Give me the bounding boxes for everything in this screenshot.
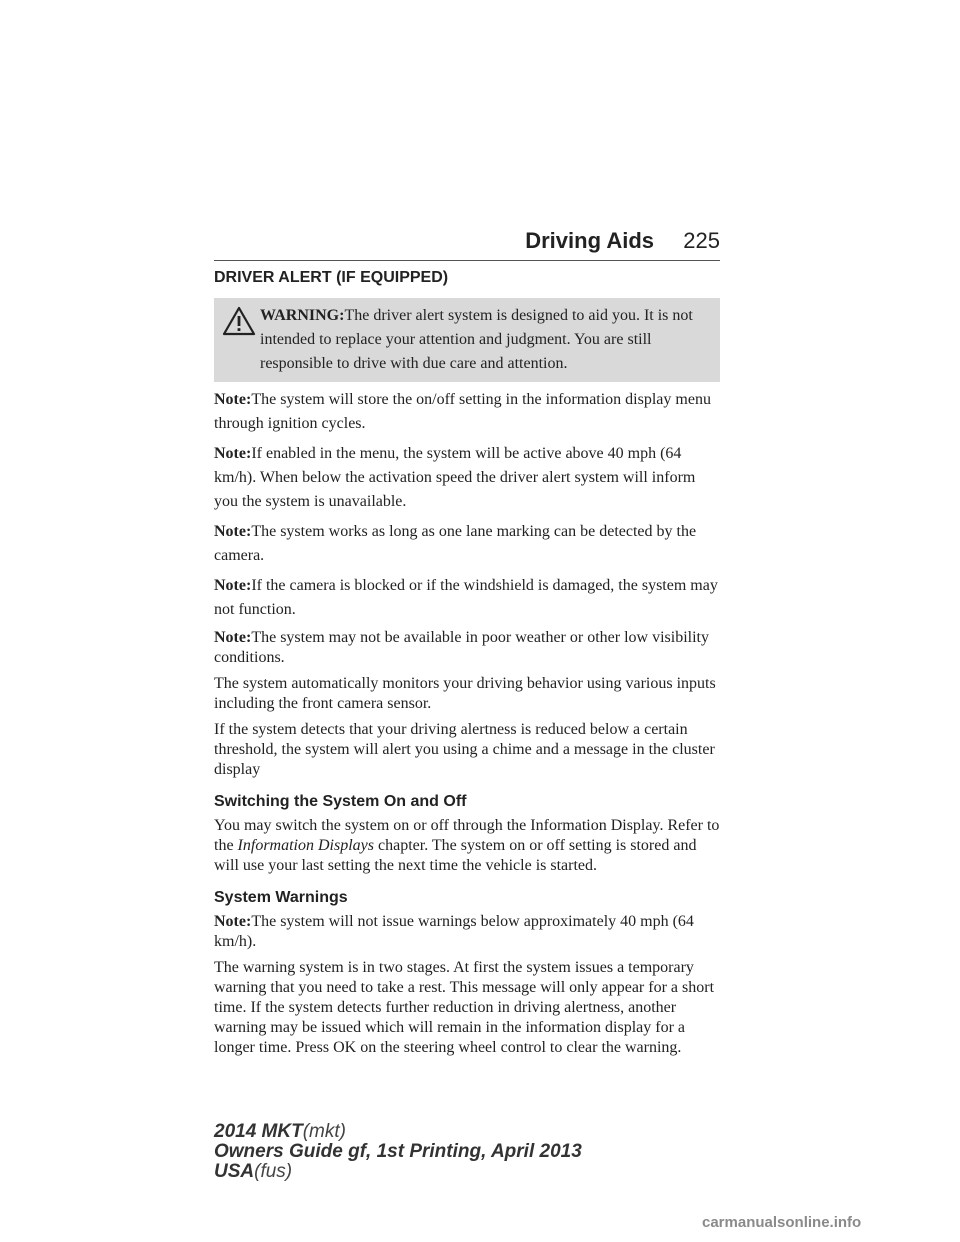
warning-text: The driver alert system is designed to aid you. It is not intended to replace your attention and judgment. You are still responsible to drive with due care and attention. [260,307,693,372]
switching-text-before: You may switch the system on or off through the Information Display. Refer to the [214,817,720,854]
warning-label: WARNING: [260,307,345,324]
note [214,912,720,952]
note-text: If enabled in the menu, the system will be active above 40 mph (64 km/h). When below the activation speed the driver alert system will inform you the system is unavailable. [214,445,696,510]
footer-line-1 [214,1122,720,1142]
note-label: Note: [214,523,252,540]
page-number: 225 [683,228,720,253]
note [214,574,720,622]
note-label: Note: [214,913,252,930]
note-label: Note: [214,629,252,646]
footer-market-code: (fus) [254,1161,293,1182]
note-label: Note: [214,445,252,462]
page-footer [214,1122,720,1182]
page-header [214,226,720,261]
note [214,520,720,568]
switching-title: Switching the System On and Off [214,793,467,810]
note-text: The system may not be available in poor weather or other low visibility conditions. [214,629,709,666]
chapter-title: Driving Aids [525,228,654,253]
footer-market: USA [214,1161,255,1182]
note-text: The system will not issue warnings below approximately 40 mph (64 km/h). [214,913,694,950]
system-warnings-title: System Warnings [214,889,348,906]
footer-model: 2014 MKT [214,1121,303,1142]
warning-triangle-icon [222,306,256,336]
footer-model-code: (mkt) [302,1121,346,1142]
footer-line-2: Owners Guide gf, 1st Printing, April 2013 [214,1141,582,1162]
body-paragraph: If the system detects that your driving alertness is reduced below a certain threshold, the system will alert you using a chime and a message in the cluster display [214,721,715,778]
switching-text-after: chapter. The system on or off setting is stored and will use your last setting the next time the vehicle is started. [214,837,697,874]
information-displays-reference: Information Displays [237,837,374,854]
footer-line-3 [214,1162,720,1182]
warning-box [214,298,720,382]
note-text: If the camera is blocked or if the windshield is damaged, the system may not function. [214,577,718,618]
note-text: The system works as long as one lane marking can be detected by the camera. [214,523,697,564]
note-label: Note: [214,577,252,594]
watermark: carmanualsonline.info [702,1214,862,1231]
note [214,388,720,436]
note [214,442,720,514]
note [214,628,720,668]
warning-text-block [218,304,716,376]
section-title: DRIVER ALERT (IF EQUIPPED) [214,269,449,286]
note-label: Note: [214,391,252,408]
page-content [214,268,720,1064]
note-text: The system will store the on/off setting in the information display menu through ignition cycles. [214,391,711,432]
body-paragraph: The system automatically monitors your driving behavior using various inputs including the front camera sensor. [214,675,716,712]
body-paragraph: The warning system is in two stages. At first the system issues a temporary warning that you need to take a rest. This message will only appear for a short time. If the system detects further reduction in driving alertness, another warning may be issued which will remain in the information display for a longer time. Press OK on the steering wheel control to clear the warning. [214,959,715,1056]
switching-paragraph [214,816,720,876]
